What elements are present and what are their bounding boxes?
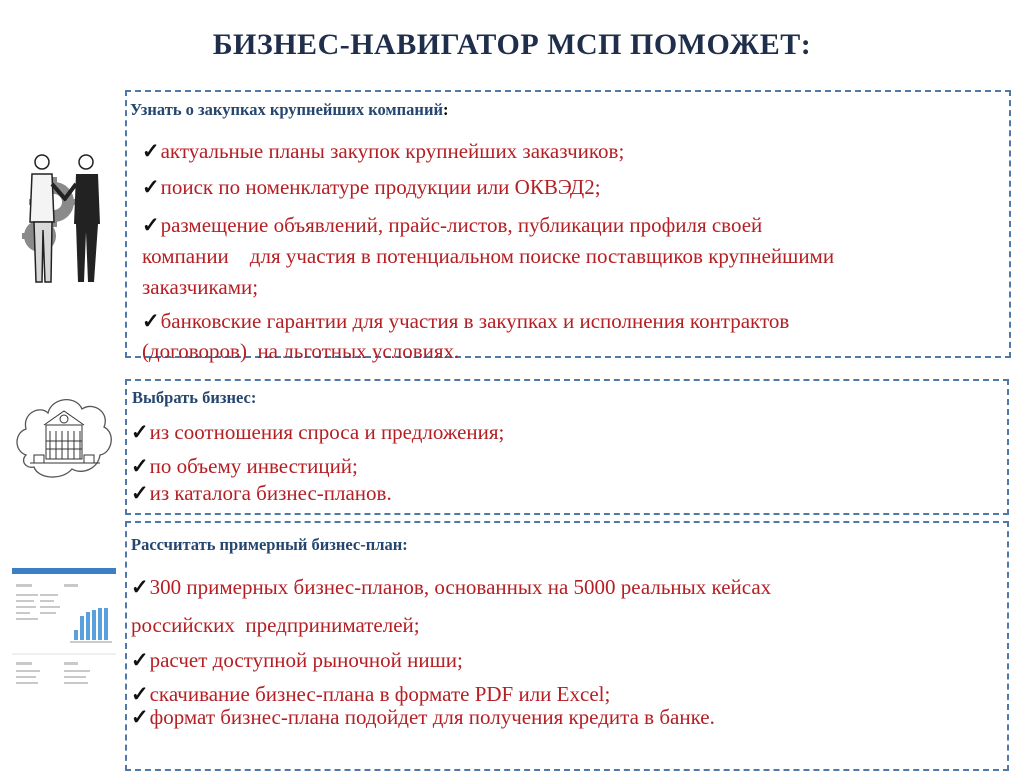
section-business-plan-heading: Рассчитать примерный бизнес-план:: [131, 535, 408, 554]
list-item: [131, 650, 463, 671]
check-icon: ✓: [131, 648, 149, 672]
list-item-continuation: компании для участия в потенциальном поиске поставщиков крупнейшими: [142, 244, 835, 268]
section-business-plan: [125, 521, 1009, 771]
check-icon: ✓: [142, 213, 160, 237]
list-item: [131, 422, 504, 443]
check-icon: ✓: [131, 481, 149, 505]
list-item: [131, 577, 771, 598]
list-item: [142, 215, 762, 236]
list-item-text: из соотношения спроса и предложения;: [149, 420, 505, 444]
list-item-continuation: (договоров) на льготных условиях.: [142, 339, 460, 363]
list-item: [131, 456, 358, 477]
check-icon: ✓: [142, 139, 160, 163]
list-item-text: по объему инвестиций;: [149, 454, 358, 478]
dashboard-screenshot-icon: [12, 568, 116, 688]
list-item-text: из каталога бизнес-планов.: [149, 481, 392, 505]
check-icon: ✓: [131, 420, 149, 444]
list-item-text: размещение объявлений, прайс-листов, публикации профиля своей: [160, 213, 763, 237]
list-item-text: актуальные планы закупок крупнейших заказчиков;: [160, 139, 625, 163]
list-item-text: банковские гарантии для участия в закупках и исполнения контрактов: [160, 309, 790, 333]
list-item: [142, 177, 601, 198]
check-icon: ✓: [131, 575, 149, 599]
list-item: [131, 707, 715, 728]
check-icon: ✓: [142, 175, 160, 199]
section-choose-business-heading: Выбрать бизнес:: [132, 388, 257, 407]
list-item-text: формат бизнес-плана подойдет для получения кредита в банке.: [149, 705, 715, 729]
check-icon: ✓: [131, 454, 149, 478]
list-item-text: скачивание бизнес-плана в формате PDF или Excel;: [149, 682, 611, 706]
check-icon: ✓: [131, 705, 149, 729]
check-icon: ✓: [131, 682, 149, 706]
list-item: [131, 483, 392, 504]
section-purchases-heading-colon: :: [442, 100, 449, 119]
list-item-continuation: заказчиками;: [142, 275, 259, 299]
list-item: [142, 141, 624, 162]
check-icon: ✓: [142, 309, 160, 333]
list-item: [131, 684, 610, 705]
list-item-continuation: российских предпринимателей;: [131, 613, 420, 637]
building-cloud-icon: [12, 385, 116, 485]
handshake-gears-icon: [14, 150, 110, 290]
list-item-text: расчет доступной рыночной ниши;: [149, 648, 463, 672]
list-item-text: поиск по номенклатуре продукции или ОКВЭД2;: [160, 175, 601, 199]
page-title: БИЗНЕС-НАВИГАТОР МСП ПОМОЖЕТ:: [212, 28, 812, 61]
section-purchases-heading: [130, 100, 448, 120]
section-purchases-heading-text: Узнать о закупках крупнейших компаний: [130, 100, 443, 119]
list-item-text: 300 примерных бизнес-планов, основанных на 5000 реальных кейсах: [149, 575, 772, 599]
list-item: [142, 311, 789, 332]
